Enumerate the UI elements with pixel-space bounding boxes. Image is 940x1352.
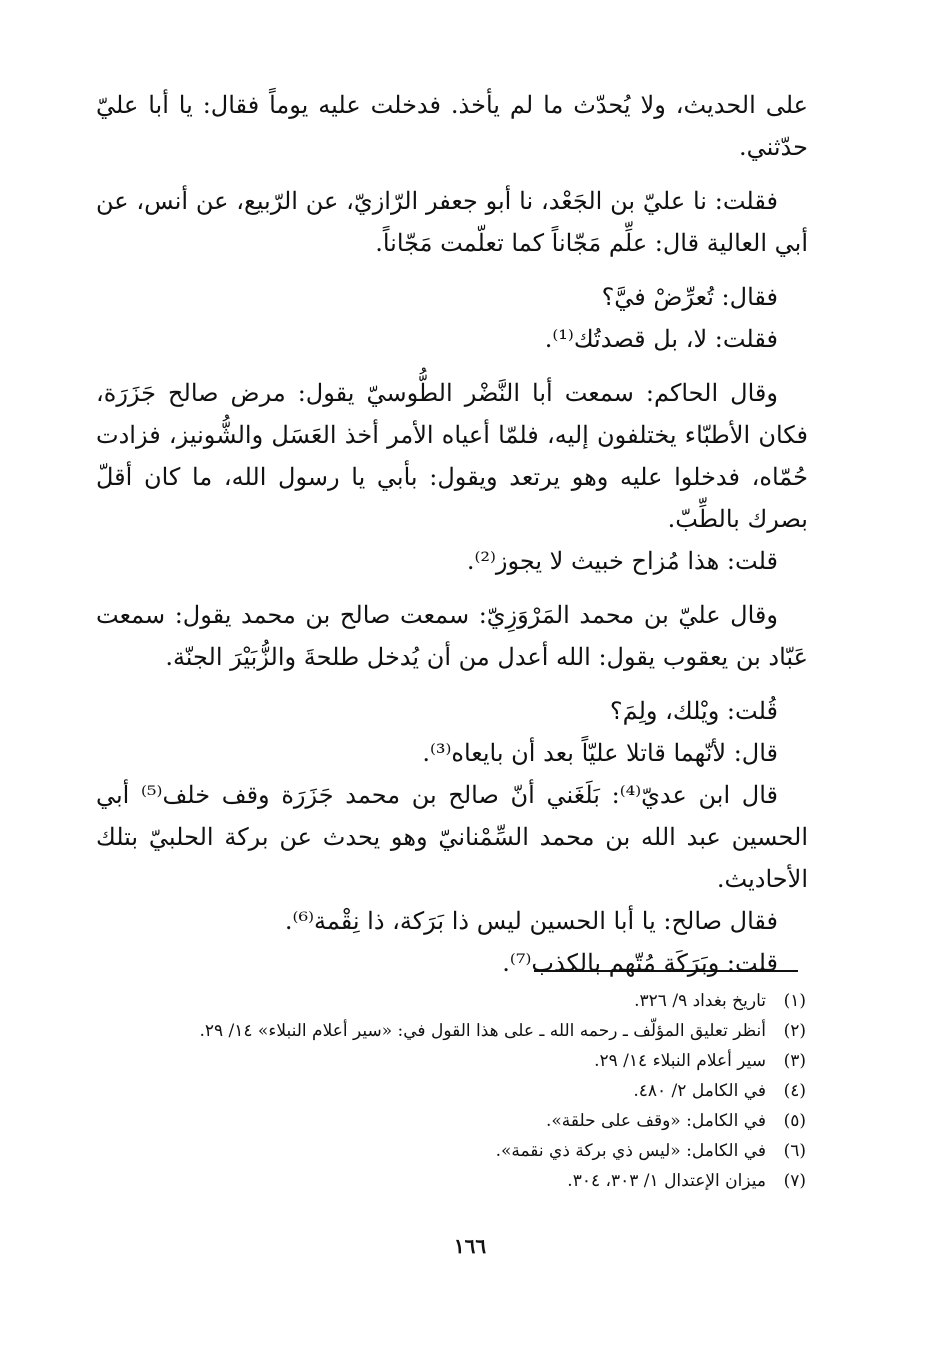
footnote-text: في الكامل: «وقف على حلقة».	[545, 1111, 766, 1131]
paragraph-hakim: وقال الحاكم: سمعت أبا النَّضْر الطُّوسيّ يقول: مرض صالح جَزَرَة، فكان الأطبّاء يختلفون إليه، فلمّا أعياه الأمر أخذ العَسَل والشُّونيز، فزادت حُمّاه، فدخلوا عليه وهو يرتعد ويقول: بأبي يا رسول الله، ما كان أقلّ بصرك بالطِّبّ.	[96, 379, 808, 533]
footnote	[150, 986, 806, 1016]
footnote-text: ميزان الإعتدال ١/ ٣٠٣، ٣٠٤.	[567, 1171, 766, 1191]
paragraph-continuation: على الحديث، ولا يُحدّث ما لم يأخذ. فدخلت عليه يوماً فقال: يا أبا عليّ حدّثني.	[96, 91, 808, 161]
main-text	[96, 84, 808, 984]
footnote-number: (٥)	[783, 1111, 806, 1131]
page-body	[96, 84, 808, 984]
footnote-text: في الكامل ٢/ ٤٨٠.	[633, 1081, 766, 1101]
footnote-text: أنظر تعليق المؤلّف ـ رحمه الله ـ على هذا القول في: «سير أعلام النبلاء» ١٤/ ٢٩.	[199, 1021, 766, 1041]
footnote-text: في الكامل: «ليس ذي بركة ذي نقمة».	[495, 1141, 766, 1161]
paragraph-isnad: فقلت: نا عليّ بن الجَعْد، نا أبو جعفر الرّازيّ، عن الرّبيع، عن أنس، عن أبي العالية قال: علِّم مَجّاناً كما تعلّمت مَجّاناً.	[96, 187, 808, 257]
footnote-number: (٦)	[783, 1141, 806, 1161]
footnote	[150, 1166, 806, 1196]
footnote	[150, 1076, 806, 1106]
footnote-number: (٤)	[783, 1081, 806, 1101]
footnote-divider	[534, 970, 798, 972]
comment-line: قلت: وبَرَكَة مُتّهم بالكذب⁽⁷⁾.	[502, 949, 778, 977]
footnote	[150, 1106, 806, 1136]
footnote-number: (٣)	[783, 1051, 806, 1071]
page-number: ١٦٦	[453, 1234, 487, 1258]
footnote	[150, 1016, 806, 1046]
dialogue-line: قُلت: ويْلك، ولِمَ؟	[609, 697, 778, 725]
dialogue-line: فقال صالح: يا أبا الحسين ليس ذا بَرَكة، ذا نِقْمة⁽⁶⁾.	[284, 907, 778, 935]
footnote	[150, 1136, 806, 1166]
paragraph-marwazi: وقال عليّ بن محمد المَرْوَزِيّ: سمعت صالح بن محمد يقول: سمعت عَبّاد بن يعقوب يقول: الله أعدل من أن يُدخل طلحةَ والزُّبَيْرَ الجنّة.	[96, 601, 808, 671]
footnote-number: (١)	[783, 991, 806, 1011]
footnote-number: (٢)	[783, 1021, 806, 1041]
footnote-number: (٧)	[783, 1171, 806, 1191]
dialogue-line: فقلت: لا، بل قصدتُك⁽¹⁾.	[544, 325, 778, 353]
paragraph-ibn-adi: قال ابن عديّ⁽⁴⁾: بَلَغَني أنّ صالح بن محمد جَزَرَة وقف خلف⁽⁵⁾ أبي الحسين عبد الله بن محمد السِّمْنانيّ وهو يحدث عن بركة الحلبيّ بتلك الأحاديث.	[96, 781, 808, 893]
dialogue-line: فقال: تُعرِّضْ فيَّ؟	[601, 283, 778, 311]
footnote-text: سير أعلام النبلاء ١٤/ ٢٩.	[594, 1051, 766, 1071]
comment-line: قلت: هذا مُزاح خبيث لا يجوز⁽²⁾.	[466, 547, 778, 575]
dialogue-line: قال: لأنّهما قاتلا عليّاً بعد أن بايعاه⁽³⁾.	[422, 739, 778, 767]
footnote	[150, 1046, 806, 1076]
footnotes	[150, 986, 806, 1196]
footnote-text: تاريخ بغداد ٩/ ٣٢٦.	[634, 991, 766, 1011]
